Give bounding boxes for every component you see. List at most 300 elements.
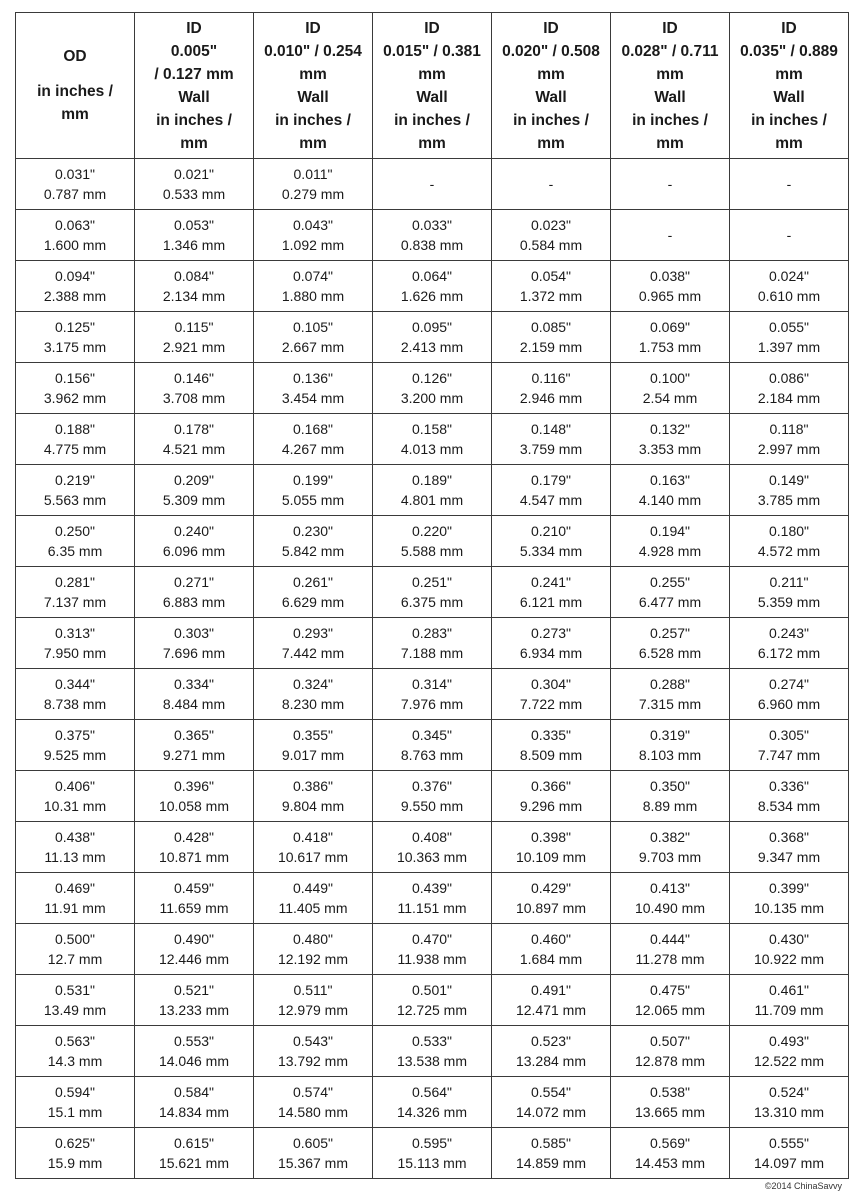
wall-cell (730, 1128, 849, 1179)
wall-cell (611, 618, 730, 669)
wall-cell (492, 159, 611, 210)
wall-cell (254, 465, 373, 516)
value-mm: 4.928 mm (638, 543, 702, 559)
value-inches: 0.335" (530, 727, 571, 743)
value-inches: 0.408" (411, 829, 452, 845)
table-row (16, 567, 849, 618)
value-mm: 9.017 mm (281, 747, 345, 763)
value-inches: 0.375" (54, 727, 95, 743)
header-line: OD (63, 48, 87, 65)
value-mm: 3.962 mm (43, 390, 107, 406)
wall-cell (135, 1077, 254, 1128)
value-mm: 10.871 mm (158, 849, 230, 865)
wall-cell (730, 567, 849, 618)
value-mm: 12.979 mm (277, 1002, 349, 1018)
value-inches: - (548, 176, 554, 192)
wall-cell (254, 210, 373, 261)
wall-cell (254, 924, 373, 975)
value-inches: 0.500" (54, 931, 95, 947)
wall-cell (373, 261, 492, 312)
value-mm: 4.572 mm (757, 543, 821, 559)
wall-cell (135, 414, 254, 465)
wall-cell (373, 363, 492, 414)
value-mm: 4.013 mm (400, 441, 464, 457)
value-inches: 0.281" (54, 574, 95, 590)
wall-cell (492, 414, 611, 465)
wall-cell (373, 822, 492, 873)
wall-cell (373, 873, 492, 924)
value-inches: 0.136" (292, 370, 333, 386)
value-mm: 4.547 mm (519, 492, 583, 508)
value-mm: 3.454 mm (281, 390, 345, 406)
header-line: mm (775, 134, 803, 152)
value-mm: 2.54 mm (642, 390, 698, 406)
value-mm: 1.626 mm (400, 288, 464, 304)
table-row (16, 720, 849, 771)
value-mm: 9.525 mm (43, 747, 107, 763)
value-mm: 13.233 mm (158, 1002, 230, 1018)
od-cell (16, 618, 135, 669)
value-inches: 0.210" (530, 523, 571, 539)
value-inches: 0.491" (530, 982, 571, 998)
value-mm: 9.703 mm (638, 849, 702, 865)
value-inches: 0.086" (768, 370, 809, 386)
value-mm: 11.938 mm (397, 951, 467, 967)
header-line: mm (418, 134, 446, 152)
header-line: in inches / (156, 111, 232, 129)
value-inches: 0.475" (649, 982, 690, 998)
value-inches: 0.564" (411, 1084, 452, 1100)
value-mm: 6.883 mm (162, 594, 226, 610)
od-cell (16, 1026, 135, 1077)
header-spacer (16, 68, 134, 80)
table-row (16, 1077, 849, 1128)
value-inches: 0.605" (292, 1135, 333, 1151)
value-inches: 0.595" (411, 1135, 452, 1151)
value-inches: 0.064" (411, 268, 452, 284)
value-inches: 0.094" (54, 268, 95, 284)
value-inches: 0.538" (649, 1084, 690, 1100)
value-mm: 8.763 mm (400, 747, 464, 763)
od-cell (16, 312, 135, 363)
tube-size-table (15, 12, 849, 1179)
value-inches: 0.011" (293, 166, 333, 182)
wall-cell (492, 210, 611, 261)
table-row (16, 312, 849, 363)
wall-cell (254, 312, 373, 363)
value-mm: 7.976 mm (400, 696, 464, 712)
value-inches: 0.095" (411, 319, 452, 335)
value-inches: 0.304" (530, 676, 571, 692)
value-inches: 0.023" (530, 217, 571, 233)
value-mm: 5.055 mm (281, 492, 345, 508)
value-inches: 0.043" (292, 217, 333, 233)
value-inches: 0.406" (54, 778, 95, 794)
value-mm: 7.722 mm (519, 696, 583, 712)
value-mm: 0.838 mm (400, 237, 464, 253)
value-inches: - (786, 176, 792, 192)
value-mm: 8.534 mm (757, 798, 821, 814)
value-mm: 10.31 mm (43, 798, 107, 814)
header-line: ID (781, 19, 797, 37)
table-row (16, 873, 849, 924)
value-mm: 3.708 mm (162, 390, 226, 406)
wall-cell (373, 465, 492, 516)
od-cell (16, 516, 135, 567)
header-line: mm (656, 65, 684, 83)
value-inches: 0.220" (411, 523, 452, 539)
od-cell (16, 567, 135, 618)
value-inches: 0.507" (649, 1033, 690, 1049)
value-inches: 0.585" (530, 1135, 571, 1151)
value-inches: 0.118" (769, 421, 809, 437)
wall-cell (611, 516, 730, 567)
value-mm: 5.588 mm (400, 543, 464, 559)
wall-cell (730, 363, 849, 414)
value-mm: 5.309 mm (162, 492, 226, 508)
header-line: Wall (178, 88, 210, 106)
value-inches: 0.303" (173, 625, 214, 641)
header-id-col-4 (492, 13, 611, 159)
value-inches: 0.148" (530, 421, 571, 437)
table-row (16, 465, 849, 516)
value-mm: 5.563 mm (43, 492, 107, 508)
table-row (16, 210, 849, 261)
value-inches: 0.199" (292, 472, 333, 488)
value-inches: 0.149" (768, 472, 809, 488)
wall-cell (254, 414, 373, 465)
header-line: mm (656, 134, 684, 152)
value-inches: 0.033" (411, 217, 452, 233)
wall-cell (730, 618, 849, 669)
header-line: 0.028" / 0.711 (621, 42, 719, 60)
wall-cell (135, 312, 254, 363)
wall-cell (135, 567, 254, 618)
value-inches: 0.531" (54, 982, 95, 998)
value-mm: 11.91 mm (44, 900, 106, 916)
wall-cell (730, 159, 849, 210)
wall-cell (730, 669, 849, 720)
value-inches: 0.163" (649, 472, 690, 488)
header-line: 0.015" / 0.381 (383, 42, 481, 60)
value-mm: 11.278 mm (635, 951, 705, 967)
header-line: in inches / (513, 111, 589, 129)
value-mm: 6.960 mm (757, 696, 821, 712)
value-inches: 0.257" (649, 625, 690, 641)
value-inches: 0.444" (649, 931, 690, 947)
wall-cell (492, 975, 611, 1026)
wall-cell (611, 975, 730, 1026)
value-inches: 0.230" (292, 523, 333, 539)
wall-cell (135, 720, 254, 771)
table-row (16, 924, 849, 975)
wall-cell (492, 1077, 611, 1128)
value-mm: 5.359 mm (757, 594, 821, 610)
value-mm: 0.787 mm (43, 186, 107, 202)
value-mm: 6.934 mm (519, 645, 583, 661)
value-mm: 13.538 mm (396, 1053, 468, 1069)
value-inches: 0.428" (173, 829, 214, 845)
value-inches: 0.273" (530, 625, 571, 641)
od-cell (16, 159, 135, 210)
value-inches: 0.021" (173, 166, 214, 182)
value-inches: 0.439" (411, 880, 452, 896)
wall-cell (135, 975, 254, 1026)
wall-cell (730, 1077, 849, 1128)
value-mm: 6.172 mm (757, 645, 821, 661)
value-mm: 12.878 mm (634, 1053, 706, 1069)
value-mm: 15.113 mm (397, 1155, 467, 1171)
value-mm: 3.200 mm (400, 390, 464, 406)
value-inches: 0.470" (411, 931, 452, 947)
header-line: in inches / (751, 111, 827, 129)
header-line: 0.010" / 0.254 (264, 42, 362, 60)
value-inches: 0.574" (292, 1084, 333, 1100)
header-line: Wall (773, 88, 805, 106)
value-inches: 0.319" (649, 727, 690, 743)
value-inches: 0.074" (292, 268, 333, 284)
wall-cell (254, 873, 373, 924)
value-inches: 0.569" (649, 1135, 690, 1151)
value-inches: 0.584" (173, 1084, 214, 1100)
wall-cell (730, 465, 849, 516)
wall-cell (135, 822, 254, 873)
wall-cell (373, 159, 492, 210)
header-line: mm (418, 65, 446, 83)
header-line: mm (537, 134, 565, 152)
value-inches: 0.156" (54, 370, 95, 386)
value-mm: 6.121 mm (519, 594, 583, 610)
wall-cell (373, 414, 492, 465)
wall-cell (254, 261, 373, 312)
value-inches: 0.211" (769, 574, 809, 590)
wall-cell (730, 261, 849, 312)
wall-cell (611, 924, 730, 975)
wall-cell (135, 261, 254, 312)
header-line: mm (775, 65, 803, 83)
value-inches: 0.460" (530, 931, 571, 947)
wall-cell (373, 312, 492, 363)
value-inches: 0.368" (768, 829, 809, 845)
value-inches: 0.480" (292, 931, 333, 947)
wall-cell (254, 1026, 373, 1077)
table-row (16, 1026, 849, 1077)
value-mm: 12.471 mm (515, 1002, 587, 1018)
value-inches: 0.251" (411, 574, 452, 590)
value-mm: 5.842 mm (281, 543, 345, 559)
value-inches: 0.179" (530, 472, 571, 488)
table-row (16, 975, 849, 1026)
value-mm: 14.453 mm (634, 1155, 706, 1171)
value-mm: 0.965 mm (638, 288, 702, 304)
value-inches: 0.038" (649, 268, 690, 284)
value-inches: 0.313" (54, 625, 95, 641)
wall-cell (492, 669, 611, 720)
value-mm: 1.372 mm (519, 288, 583, 304)
value-mm: 1.684 mm (519, 951, 583, 967)
wall-cell (492, 720, 611, 771)
wall-cell (135, 210, 254, 261)
value-inches: 0.189" (411, 472, 452, 488)
wall-cell (254, 669, 373, 720)
header-line: mm (299, 134, 327, 152)
wall-cell (730, 312, 849, 363)
header-line: in inches / (37, 83, 113, 100)
wall-cell (730, 771, 849, 822)
header-id-col-5 (611, 13, 730, 159)
value-inches: 0.261" (292, 574, 333, 590)
header-line: Wall (654, 88, 686, 106)
value-inches: 0.188" (54, 421, 95, 437)
od-cell (16, 822, 135, 873)
value-inches: 0.024" (768, 268, 809, 284)
value-inches: 0.219" (54, 472, 95, 488)
value-mm: 7.696 mm (162, 645, 226, 661)
value-mm: 11.151 mm (397, 900, 467, 916)
value-inches: 0.255" (649, 574, 690, 590)
header-line: / 0.127 mm (154, 65, 234, 83)
wall-cell (492, 261, 611, 312)
wall-cell (611, 669, 730, 720)
value-mm: 2.921 mm (162, 339, 226, 355)
wall-cell (611, 822, 730, 873)
value-inches: 0.271" (173, 574, 214, 590)
value-inches: 0.523" (530, 1033, 571, 1049)
header-id-col-2 (254, 13, 373, 159)
wall-cell (492, 567, 611, 618)
wall-cell (254, 363, 373, 414)
wall-cell (492, 516, 611, 567)
value-mm: 2.997 mm (757, 441, 821, 457)
value-inches: 0.461" (768, 982, 809, 998)
value-mm: 6.375 mm (400, 594, 464, 610)
table-row (16, 822, 849, 873)
value-mm: 4.140 mm (638, 492, 702, 508)
value-inches: 0.100" (649, 370, 690, 386)
value-mm: 10.617 mm (277, 849, 349, 865)
table-row (16, 618, 849, 669)
header-line: 0.020" / 0.508 (502, 42, 600, 60)
wall-cell (135, 669, 254, 720)
value-mm: 11.659 mm (159, 900, 229, 916)
value-inches: 0.115" (174, 319, 214, 335)
wall-cell (373, 1026, 492, 1077)
value-mm: 2.184 mm (757, 390, 821, 406)
value-inches: 0.293" (292, 625, 333, 641)
value-inches: 0.430" (768, 931, 809, 947)
value-mm: 8.738 mm (43, 696, 107, 712)
wall-cell (135, 1026, 254, 1077)
wall-cell (254, 516, 373, 567)
od-cell (16, 771, 135, 822)
value-inches: 0.243" (768, 625, 809, 641)
value-inches: 0.194" (649, 523, 690, 539)
wall-cell (611, 210, 730, 261)
value-mm: 0.584 mm (519, 237, 583, 253)
value-mm: 10.135 mm (753, 900, 825, 916)
wall-cell (373, 567, 492, 618)
value-mm: 7.950 mm (43, 645, 107, 661)
wall-cell (254, 1128, 373, 1179)
wall-cell (611, 1128, 730, 1179)
value-mm: 4.267 mm (281, 441, 345, 457)
wall-cell (492, 312, 611, 363)
value-mm: 0.533 mm (162, 186, 226, 202)
od-cell (16, 1077, 135, 1128)
header-line: mm (180, 134, 208, 152)
wall-cell (373, 924, 492, 975)
value-inches: 0.398" (530, 829, 571, 845)
value-inches: 0.031" (54, 166, 95, 182)
header-line: Wall (535, 88, 567, 106)
value-inches: 0.413" (649, 880, 690, 896)
value-mm: 13.310 mm (753, 1104, 825, 1120)
wall-cell (730, 924, 849, 975)
value-inches: 0.396" (173, 778, 214, 794)
wall-cell (135, 873, 254, 924)
value-inches: 0.063" (54, 217, 95, 233)
value-inches: 0.250" (54, 523, 95, 539)
wall-cell (254, 567, 373, 618)
value-inches: 0.305" (768, 727, 809, 743)
wall-cell (611, 159, 730, 210)
table-header-row (16, 13, 849, 159)
value-mm: 6.528 mm (638, 645, 702, 661)
value-mm: 4.775 mm (43, 441, 107, 457)
header-id-col-6 (730, 13, 849, 159)
value-mm: 2.946 mm (519, 390, 583, 406)
value-mm: 3.759 mm (519, 441, 583, 457)
wall-cell (611, 363, 730, 414)
value-inches: 0.438" (54, 829, 95, 845)
value-mm: 3.785 mm (757, 492, 821, 508)
value-inches: 0.116" (531, 370, 571, 386)
value-mm: 8.89 mm (642, 798, 698, 814)
wall-cell (730, 822, 849, 873)
value-inches: - (667, 227, 673, 243)
value-inches: 0.241" (530, 574, 571, 590)
wall-cell (611, 261, 730, 312)
od-cell (16, 924, 135, 975)
value-mm: 9.804 mm (281, 798, 345, 814)
wall-cell (611, 720, 730, 771)
value-mm: 10.490 mm (634, 900, 706, 916)
od-cell (16, 975, 135, 1026)
wall-cell (730, 720, 849, 771)
value-inches: - (786, 227, 792, 243)
wall-cell (373, 720, 492, 771)
value-inches: 0.209" (173, 472, 214, 488)
header-line: in inches / (632, 111, 708, 129)
value-inches: 0.615" (173, 1135, 214, 1151)
value-mm: 2.388 mm (43, 288, 107, 304)
value-mm: 12.192 mm (277, 951, 349, 967)
value-inches: 0.158" (411, 421, 452, 437)
value-inches: 0.105" (292, 319, 333, 335)
value-mm: 3.353 mm (638, 441, 702, 457)
table-row (16, 414, 849, 465)
value-mm: 10.922 mm (753, 951, 825, 967)
value-inches: 0.594" (54, 1084, 95, 1100)
value-inches: 0.053" (173, 217, 214, 233)
wall-cell (492, 465, 611, 516)
value-mm: 1.600 mm (43, 237, 107, 253)
table-row (16, 516, 849, 567)
value-mm: 0.610 mm (757, 288, 821, 304)
value-mm: 14.859 mm (515, 1155, 587, 1171)
table-row (16, 363, 849, 414)
value-inches: 0.365" (173, 727, 214, 743)
